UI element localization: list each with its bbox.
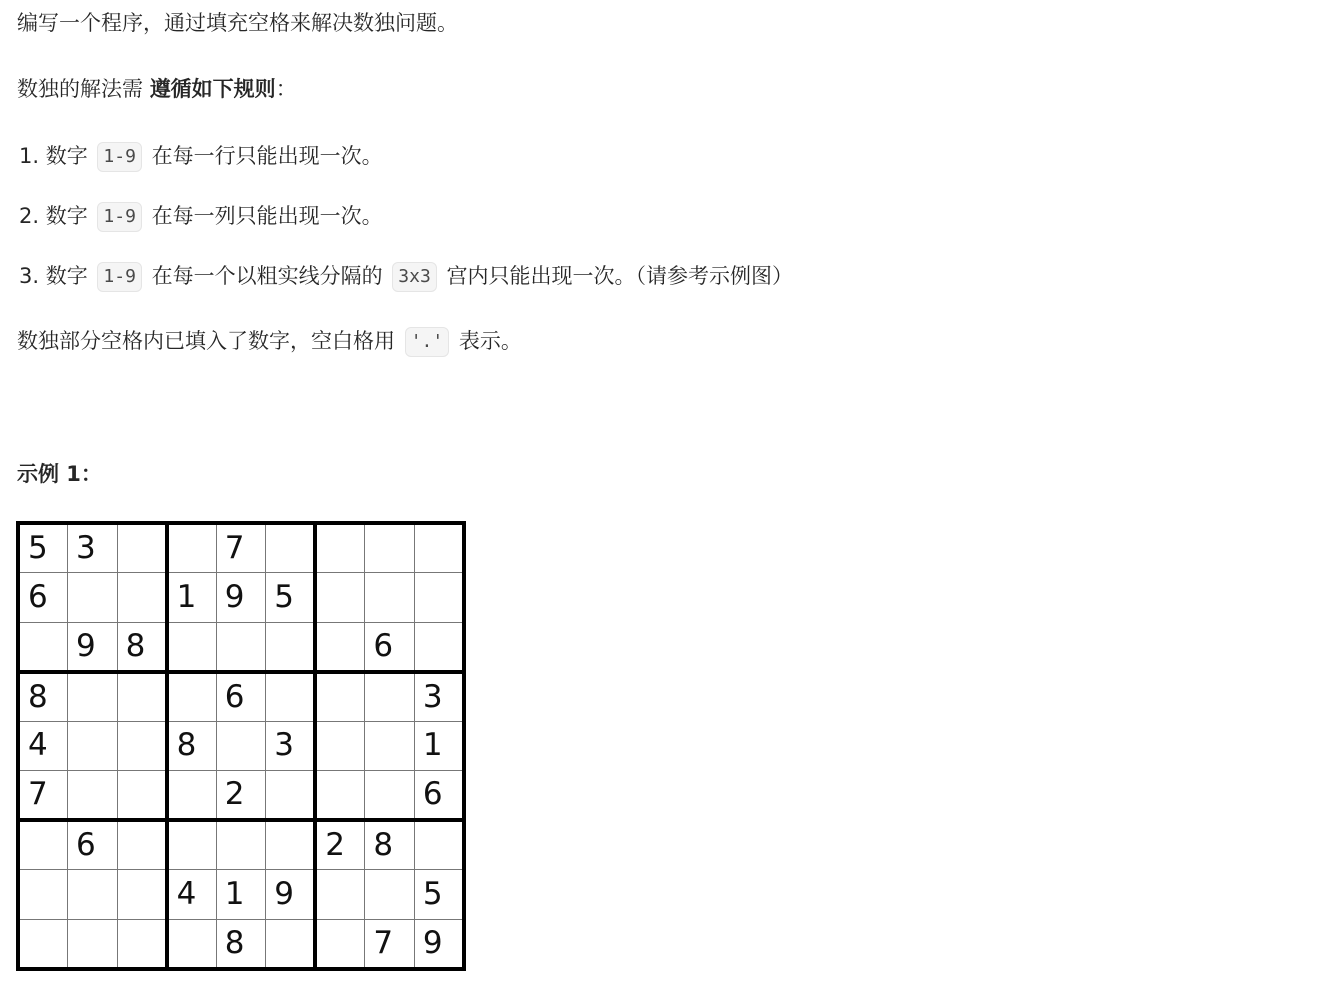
rules-heading xyxy=(17,74,297,104)
sudoku-cell xyxy=(266,919,316,969)
sudoku-row xyxy=(18,523,464,573)
sudoku-cell xyxy=(365,573,415,623)
sudoku-cell xyxy=(365,523,415,573)
sudoku-cell: 3 xyxy=(266,721,316,771)
note-prefix: 数独部分空格内已填入了数字，空白格用 xyxy=(17,329,402,353)
sudoku-cell: 1 xyxy=(216,870,266,920)
sudoku-cell: 8 xyxy=(18,672,68,722)
sudoku-cell xyxy=(167,820,217,870)
inline-code: 1-9 xyxy=(97,142,142,172)
sudoku-cell: 6 xyxy=(216,672,266,722)
sudoku-cell: 1 xyxy=(414,721,464,771)
sudoku-cell xyxy=(315,721,365,771)
sudoku-cell xyxy=(117,870,167,920)
sudoku-cell xyxy=(365,771,415,821)
sudoku-row xyxy=(18,672,464,722)
sudoku-cell xyxy=(117,523,167,573)
sudoku-cell: 5 xyxy=(18,523,68,573)
rule-prefix: 3. 数字 xyxy=(19,264,95,288)
sudoku-cell xyxy=(315,523,365,573)
sudoku-cell xyxy=(18,820,68,870)
sudoku-cell xyxy=(365,870,415,920)
sudoku-cell xyxy=(68,919,118,969)
sudoku-cell: 8 xyxy=(365,820,415,870)
sudoku-cell xyxy=(117,672,167,722)
sudoku-cell xyxy=(117,820,167,870)
sudoku-cell xyxy=(18,622,68,672)
rule-suffix: 宫内只能出现一次。（请参考示例图） xyxy=(439,264,793,288)
sudoku-cell xyxy=(18,870,68,920)
rules-suffix: ： xyxy=(275,77,297,101)
rule-row xyxy=(19,141,383,172)
sudoku-cell xyxy=(216,721,266,771)
sudoku-cell xyxy=(414,573,464,623)
sudoku-cell: 5 xyxy=(266,573,316,623)
sudoku-cell xyxy=(167,672,217,722)
sudoku-row xyxy=(18,573,464,623)
inline-code: '.' xyxy=(405,327,450,357)
sudoku-cell xyxy=(167,771,217,821)
sudoku-cell: 1 xyxy=(167,573,217,623)
sudoku-cell xyxy=(117,573,167,623)
sudoku-cell: 9 xyxy=(68,622,118,672)
sudoku-cell xyxy=(365,672,415,722)
sudoku-cell xyxy=(266,771,316,821)
sudoku-cell xyxy=(117,771,167,821)
sudoku-cell xyxy=(216,820,266,870)
sudoku-cell: 5 xyxy=(414,870,464,920)
rule-suffix: 在每一列只能出现一次。 xyxy=(144,204,383,228)
sudoku-cell: 9 xyxy=(216,573,266,623)
sudoku-cell: 7 xyxy=(216,523,266,573)
empty-cell-note xyxy=(17,326,522,357)
sudoku-cell: 7 xyxy=(365,919,415,969)
sudoku-cell xyxy=(167,919,217,969)
sudoku-cell xyxy=(117,919,167,969)
sudoku-cell: 3 xyxy=(68,523,118,573)
sudoku-cell: 8 xyxy=(167,721,217,771)
sudoku-grid xyxy=(16,521,466,971)
sudoku-cell xyxy=(216,622,266,672)
sudoku-cell xyxy=(315,672,365,722)
sudoku-cell: 6 xyxy=(414,771,464,821)
sudoku-cell xyxy=(315,919,365,969)
sudoku-cell: 6 xyxy=(365,622,415,672)
sudoku-board-image xyxy=(16,521,466,971)
rule-middle: 在每一个以粗实线分隔的 xyxy=(144,264,390,288)
sudoku-cell: 8 xyxy=(216,919,266,969)
sudoku-row xyxy=(18,771,464,821)
inline-code: 1-9 xyxy=(97,202,142,232)
sudoku-cell: 9 xyxy=(414,919,464,969)
sudoku-cell xyxy=(315,622,365,672)
sudoku-cell xyxy=(266,672,316,722)
sudoku-cell xyxy=(414,622,464,672)
sudoku-cell: 4 xyxy=(18,721,68,771)
rules-bold: 遵循如下规则 xyxy=(149,77,276,101)
note-suffix: 表示。 xyxy=(452,329,522,353)
sudoku-row xyxy=(18,820,464,870)
sudoku-cell xyxy=(266,523,316,573)
rules-prefix: 数独的解法需 xyxy=(17,77,150,101)
rule-suffix: 在每一行只能出现一次。 xyxy=(144,144,383,168)
sudoku-cell: 6 xyxy=(18,573,68,623)
sudoku-cell xyxy=(315,870,365,920)
rule-box xyxy=(19,261,793,292)
sudoku-cell xyxy=(68,672,118,722)
sudoku-cell xyxy=(167,622,217,672)
sudoku-cell xyxy=(167,523,217,573)
sudoku-cell xyxy=(266,820,316,870)
sudoku-cell xyxy=(117,721,167,771)
sudoku-cell xyxy=(414,820,464,870)
sudoku-cell xyxy=(68,771,118,821)
sudoku-cell: 6 xyxy=(68,820,118,870)
sudoku-cell xyxy=(315,771,365,821)
inline-code: 3x3 xyxy=(392,262,437,292)
sudoku-cell xyxy=(68,870,118,920)
sudoku-cell xyxy=(266,622,316,672)
sudoku-cell xyxy=(414,523,464,573)
sudoku-cell xyxy=(365,721,415,771)
sudoku-cell: 4 xyxy=(167,870,217,920)
sudoku-cell: 2 xyxy=(315,820,365,870)
sudoku-row xyxy=(18,622,464,672)
sudoku-cell: 9 xyxy=(266,870,316,920)
inline-code: 1-9 xyxy=(97,262,142,292)
rule-prefix: 1. 数字 xyxy=(19,144,95,168)
sudoku-cell: 2 xyxy=(216,771,266,821)
rule-column xyxy=(19,201,383,232)
sudoku-row xyxy=(18,919,464,969)
example-title: 示例 1： xyxy=(17,462,102,486)
sudoku-cell xyxy=(18,919,68,969)
sudoku-cell: 8 xyxy=(117,622,167,672)
sudoku-cell: 7 xyxy=(18,771,68,821)
sudoku-row xyxy=(18,870,464,920)
intro-text: 编写一个程序，通过填充空格来解决数独问题。 xyxy=(17,11,458,35)
sudoku-cell xyxy=(68,721,118,771)
sudoku-cell: 3 xyxy=(414,672,464,722)
rule-prefix: 2. 数字 xyxy=(19,204,95,228)
sudoku-row xyxy=(18,721,464,771)
sudoku-cell xyxy=(315,573,365,623)
sudoku-cell xyxy=(68,573,118,623)
